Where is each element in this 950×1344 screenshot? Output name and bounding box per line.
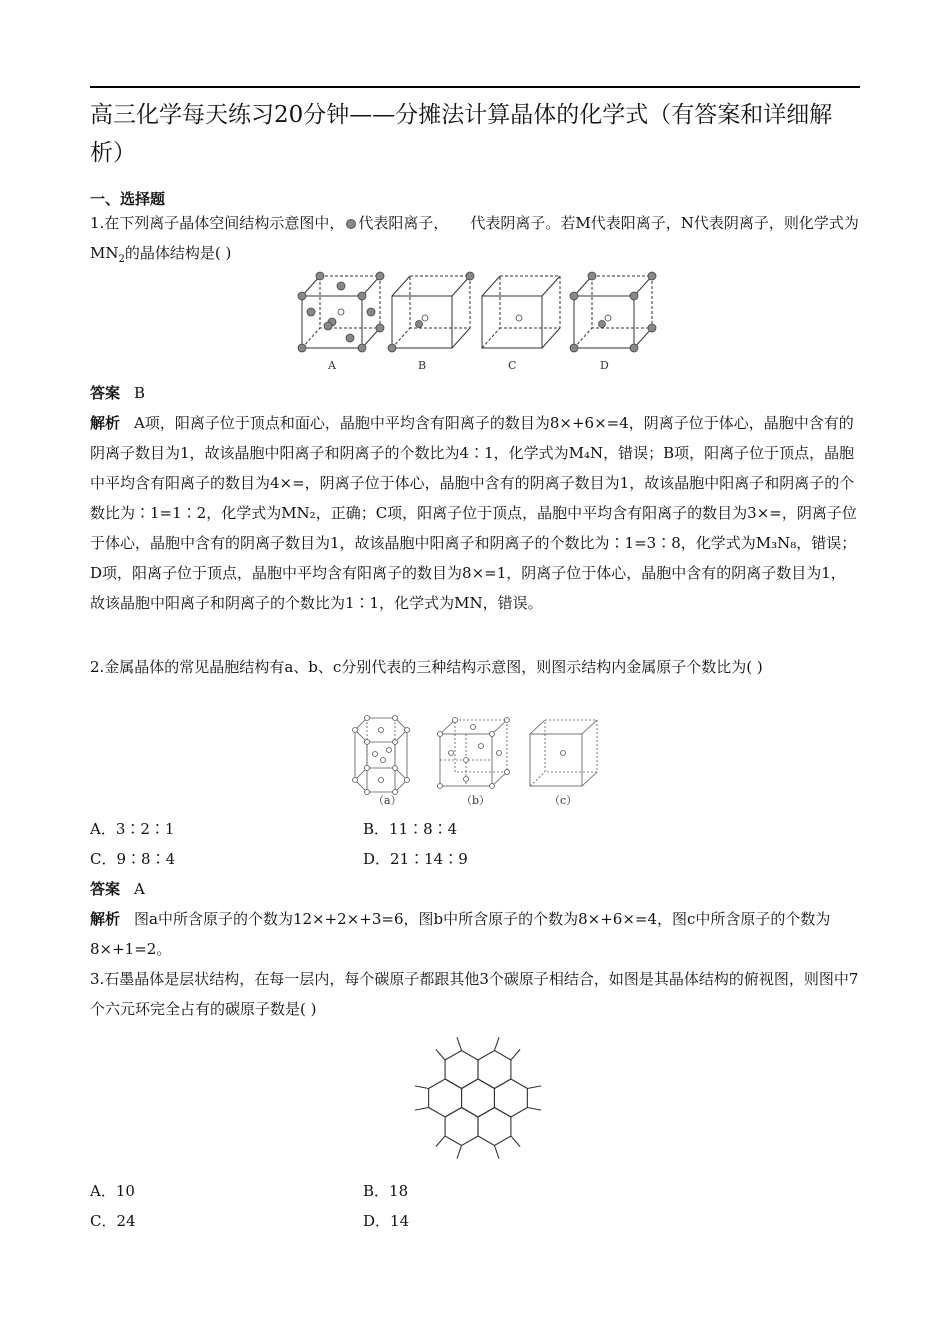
hexagon-ring — [445, 1108, 478, 1146]
q3-option-c[interactable]: C．24 — [90, 1212, 136, 1230]
q2-option-b[interactable]: B．11∶8∶4 — [363, 820, 458, 838]
svg-text:C: C — [508, 359, 517, 372]
bond-stub — [511, 1136, 520, 1147]
hexagon-ring — [445, 1051, 478, 1089]
bond-stub — [511, 1049, 520, 1060]
bond-stub — [527, 1108, 541, 1111]
bond-stub — [494, 1146, 499, 1159]
svg-text:（c）: （c） — [549, 794, 578, 807]
cation-dot-icon — [346, 219, 356, 229]
top-rule — [90, 86, 860, 88]
document-title: 高三化学每天练习20分钟——分摊法计算晶体的化学式（有答案和详细解析） — [90, 102, 833, 166]
bond-stub — [527, 1086, 541, 1089]
bond-stub — [457, 1037, 462, 1050]
q3-stem: 3.石墨晶体是层状结构，在每一层内，每个碳原子都跟其他3个碳原子相结合，如图是其晶体结构的俯视图，则图中7个六元环完全占有的碳原子数是( ) — [90, 970, 859, 1018]
graphite-hexagon-figure — [403, 1026, 553, 1171]
section-heading: 一、选择题 — [90, 190, 166, 208]
q1-analysis: 解析 A项，阳离子位于顶点和面心，晶胞中平均含有阳离子的数目为8×+6×=4，阴离子位于体心，晶胞中含有的阴离子数目为1，故该晶胞中阳离子和阴离子的个数比为4∶1，化学式为M₄N，错误；B项，阳离子位于顶点，晶胞中平均含有阳离子的数目为4×=，阴离子位于体心，晶胞中含有的阴离子数目为1，故该晶胞中阳离子和阴离子的个数比为∶1=1∶2，化学式为MN₂，正确；C项，阳离子位于顶点，晶胞中平均含有阳离子的数目为3×=，阴离子位于体心，晶胞中含有的阴离子数目为1，故该晶胞中阳离子和阴离子的个数比为∶1=3∶8，化学式为M₃N₈，错误；D项，阳离子位于顶点，晶胞中平均含有阳离子的数目为8×=1，阴离子位于体心，晶胞中含有的阴离子数目为1，故该晶胞中阳离子和阴离子的个数比为1∶1，化学式为MN，错误。 — [90, 414, 857, 612]
svg-text:（a）: （a） — [373, 794, 402, 807]
hexagon-ring — [478, 1108, 511, 1146]
svg-text:B: B — [418, 359, 427, 372]
q1-structure-figures — [292, 266, 692, 376]
q3-option-d[interactable]: D．14 — [363, 1212, 410, 1230]
q3-option-a[interactable]: A．10 — [90, 1182, 135, 1200]
svg-text:（b）: （b） — [461, 794, 491, 807]
q2-analysis: 解析 图a中所含原子的个数为12×+2×+3=6，图b中所含原子的个数为8×+6×=4，图c中所含原子的个数为8×+1=2。 — [90, 910, 831, 958]
svg-text:D: D — [600, 359, 609, 372]
q3-option-b[interactable]: B．18 — [363, 1182, 409, 1200]
q1-stem: 1.在下列离子晶体空间结构示意图中， 代表阳离子， 代表阴离子。若M代表阳离子，N代表阴离子，则化学式为$MN_2$的晶体结构是( ) — [90, 214, 859, 265]
q2-option-c[interactable]: C．9∶8∶4 — [90, 850, 176, 868]
bond-stub — [415, 1086, 429, 1089]
q1-answer: 答案 B — [90, 384, 146, 402]
q2-option-a[interactable]: A．3∶2∶1 — [90, 820, 175, 838]
bond-stub — [494, 1037, 499, 1050]
bond-stub — [436, 1049, 445, 1060]
hexagon-ring — [494, 1079, 527, 1117]
hexagon-ring — [462, 1079, 495, 1117]
q2-answer: 答案 A — [90, 880, 145, 898]
q2-option-d[interactable]: D．21∶14∶9 — [363, 850, 468, 868]
hexagon-ring — [478, 1051, 511, 1089]
q2-stem: 2.金属晶体的常见晶胞结构有a、b、c分别代表的三种结构示意图，则图示结构内金属原子个数比为( ) — [90, 658, 763, 676]
hexagon-ring — [429, 1079, 462, 1117]
svg-text:A: A — [328, 359, 336, 372]
bond-stub — [436, 1136, 445, 1147]
bond-stub — [457, 1146, 462, 1159]
q2-structure-figures — [345, 712, 605, 807]
bond-stub — [415, 1108, 429, 1111]
